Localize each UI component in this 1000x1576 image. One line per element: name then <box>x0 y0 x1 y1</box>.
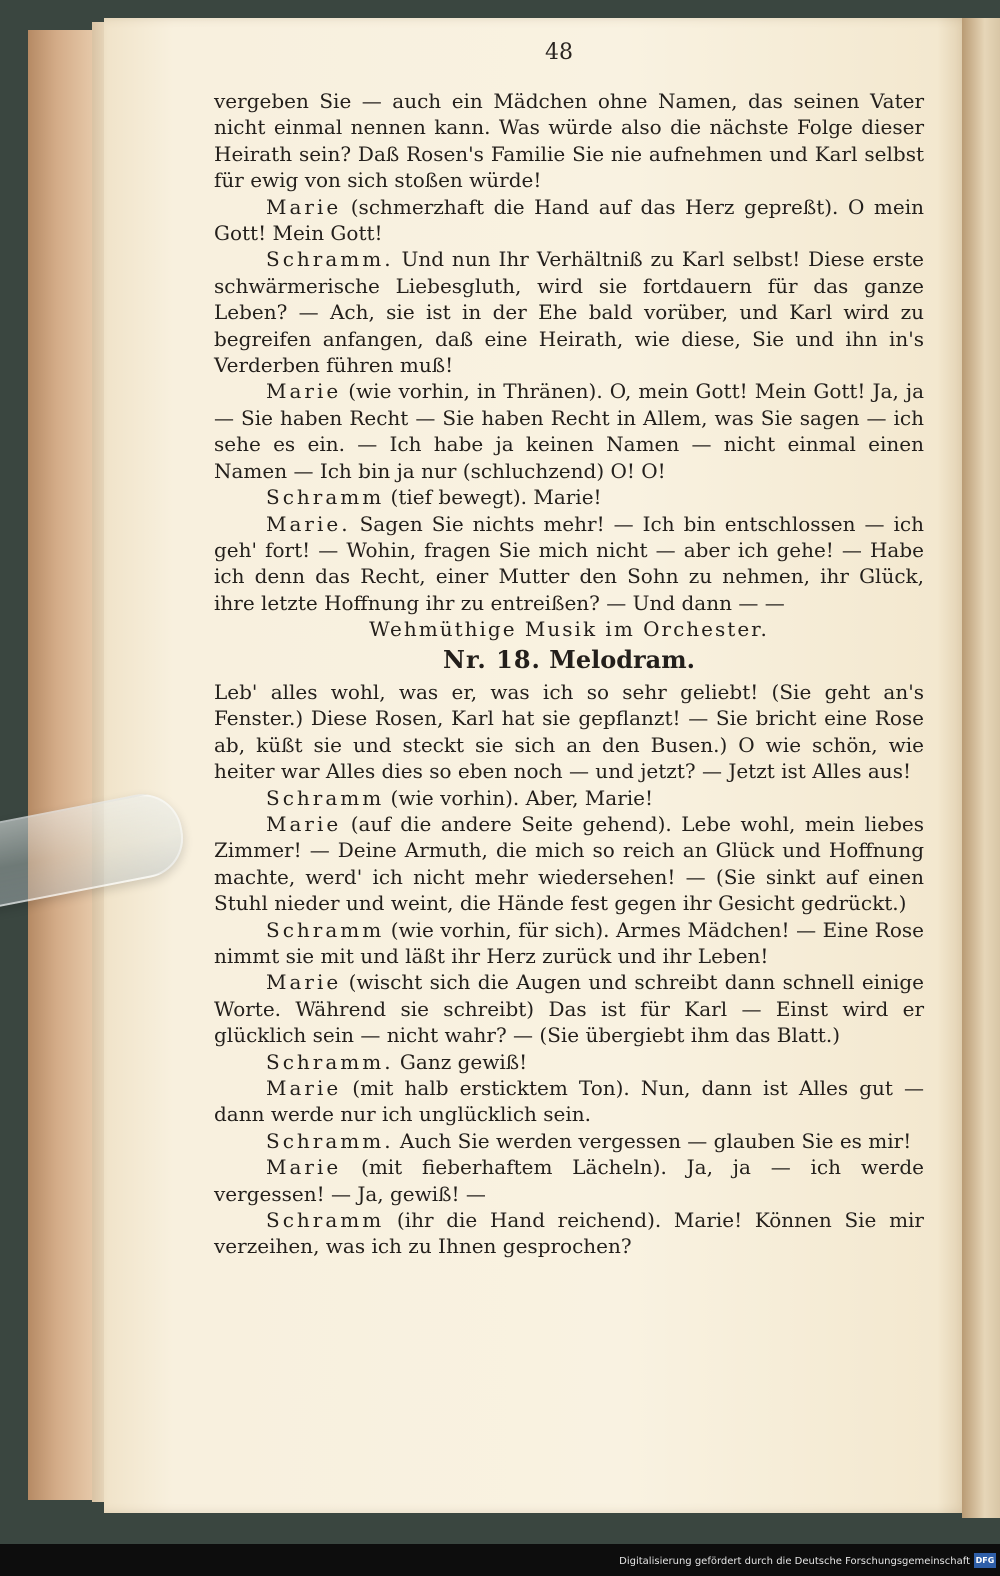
heading-number: Nr. 18. <box>443 644 541 674</box>
paragraph-13 <box>214 1128 924 1154</box>
paragraph-text: (schmerzhaft die Hand auf das Herz gepreßt). O mein Gott! Mein Gott! <box>214 194 924 246</box>
speaker-name: Schramm <box>266 785 385 810</box>
paragraph-text: Und nun Ihr Verhältniß zu Karl selbst! Diese erste schwärmerische Liebesgluth, wird sie fortdauern für das ganze Leben? — Ach, sie ist in der Ehe bald vorüber, und Karl wird zu begreifen anfangen, daß eine Heirath, wie diese, Sie und ihn in's Verderben führen muß! <box>214 247 924 378</box>
paragraph-8 <box>214 811 924 917</box>
paragraph-text: Leb' alles wohl, was er, was ich so sehr geliebt! (Sie geht an's Fenster.) Diese Rosen, Karl hat sie gepflanzt! — Sie bricht eine Rose ab, küßt sie und steckt sie sich an den Busen.) O wie schön, wie heiter war Alles dies so eben noch — und jetzt? — Jetzt ist Alles aus! <box>214 679 924 784</box>
paragraph-0 <box>214 88 924 194</box>
paragraph-5 <box>214 511 924 617</box>
paragraph-1 <box>214 194 924 247</box>
heading-title: Melodram. <box>549 644 695 674</box>
speaker-name: Marie. <box>266 511 351 536</box>
speaker-name: Marie <box>266 194 342 219</box>
funding-note: Digitalisierung gefördert durch die Deutsche Forschungsgemeinschaft <box>619 1556 970 1567</box>
speaker-name: Schramm. <box>266 1049 394 1074</box>
stage-direction: Wehmüthige Musik im Orchester. <box>369 617 769 642</box>
paragraph-text: (tief bewegt). Marie! <box>384 485 602 510</box>
paragraph-3 <box>214 378 924 484</box>
paragraph-12 <box>214 1075 924 1128</box>
speaker-name: Schramm. <box>266 1128 394 1153</box>
paragraph-9 <box>214 917 924 970</box>
paragraph-text: (wie vorhin). Aber, Marie! <box>384 785 654 810</box>
paragraph-text: (mit fieberhaftem Lächeln). Ja, ja — ich werde vergessen! — Ja, gewiß! — <box>214 1155 924 1206</box>
speaker-name: Schramm. <box>266 247 394 272</box>
paragraph-6 <box>214 679 924 785</box>
speaker-name: Schramm <box>266 917 385 942</box>
paragraph-text: (wischt sich die Augen und schreibt dann schnell einige Worte. Während sie schreibt) Das ist für Karl — Einst wird er glücklich sein — nicht wahr? — (Sie übergiebt ihm das Blatt.) <box>214 970 924 1048</box>
paragraph-text: (ihr die Hand reichend). Marie! Können Sie mir verzeihen, was ich zu Ihnen gesprochen? <box>214 1208 924 1259</box>
section-heading <box>214 644 924 674</box>
dfg-logo: DFG <box>974 1553 996 1568</box>
speaker-name: Marie <box>266 970 342 995</box>
paragraph-text: Sagen Sie nichts mehr! — Ich bin entschlossen — ich geh' fort! — Wohin, fragen Sie mich nicht — aber ich gehe! — Habe ich denn das Recht, einer Mutter den Sohn zu nehmen, ihr Glück, ihre letzte Hoffnung ihr zu entreißen? — Und dann — — <box>214 511 924 615</box>
paragraph-2 <box>214 246 924 378</box>
paragraph-15 <box>214 1207 924 1260</box>
paragraph-text: Ganz gewiß! <box>393 1049 528 1074</box>
paragraph-text: (auf die andere Seite gehend). Lebe wohl, mein liebes Zimmer! — Deine Armuth, die mich so reich an Glück und Hoffnung machte, werd' ich nicht mehr wiedersehen! — (Sie sinkt auf einen Stuhl nieder und weint, die Hände fest gegen ihr Gesicht gedrückt.) <box>214 811 924 916</box>
book-edge-left <box>28 30 98 1500</box>
paragraph-11 <box>214 1049 924 1075</box>
paragraph-text: (wie vorhin, für sich). Armes Mädchen! — Eine Rose nimmt sie mit und läßt ihr Herz zurück und ihr Leben! <box>214 917 924 968</box>
book-edge-right <box>962 18 1000 1518</box>
paragraph-text: (mit halb ersticktem Ton). Nun, dann ist Alles gut — dann werde nur ich unglücklich sein. <box>214 1076 924 1127</box>
paragraph-text: vergeben Sie — auch ein Mädchen ohne Namen, das seinen Vater nicht einmal nennen kann. Was würde also die nächste Folge dieser Heirath sein? Daß Rosen's Familie Sie nie aufnehmen und Karl selbst für ewig von sich stoßen würde! <box>214 89 924 193</box>
speaker-name: Marie <box>266 811 342 836</box>
paragraph-14 <box>214 1154 924 1207</box>
paragraph-text: (wie vorhin, in Thränen). O, mein Gott! Mein Gott! Ja, ja — Sie haben Recht — Sie haben Recht in Allem, was Sie sagen — ich sehe es ein. — Ich habe ja keinen Namen — nicht einmal einen Namen — Ich bin ja nur (schluchzend) O! O! <box>214 379 924 483</box>
speaker-name: Marie <box>266 1155 342 1180</box>
speaker-name: Schramm <box>266 1208 385 1233</box>
speaker-name: Marie <box>266 1076 342 1101</box>
paragraph-7 <box>214 785 924 811</box>
speaker-name: Schramm <box>266 485 385 510</box>
page-text <box>214 88 924 1260</box>
speaker-name: Marie <box>266 379 342 404</box>
paragraph-text: Auch Sie werden vergessen — glauben Sie es mir! <box>393 1128 912 1153</box>
paragraph-10 <box>214 969 924 1048</box>
page-number: 48 <box>545 40 573 65</box>
paragraph-4 <box>214 484 924 510</box>
